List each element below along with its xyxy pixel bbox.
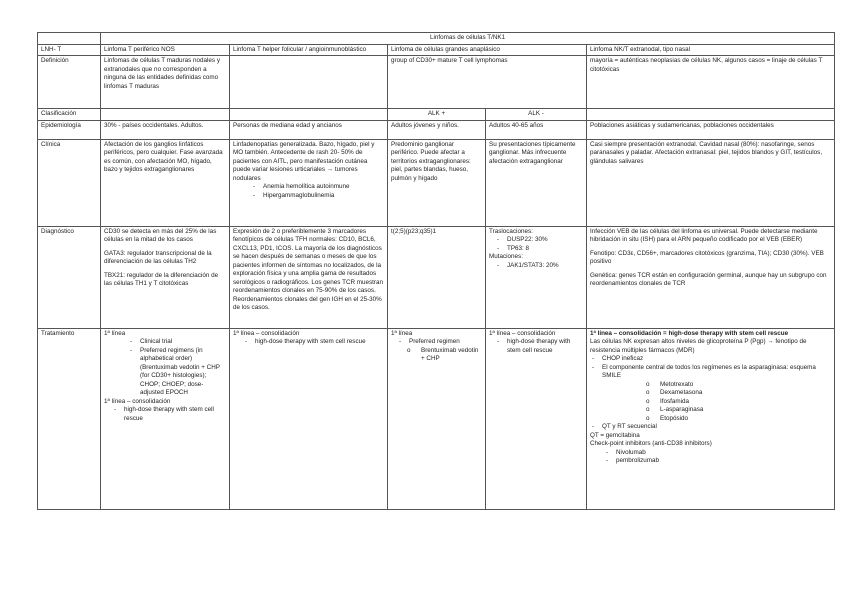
cell: 30% - países occidentales. Adultos. [101,120,230,139]
list-item: - DUSP22: 30% [507,236,583,245]
column-header-row [38,44,835,56]
row-label: Clasificación [38,109,101,121]
list-item: - Hipergammaglobulinemia [263,192,384,201]
row-clasificacion [38,109,835,121]
cell [101,226,230,328]
list-item: o Dexametasona [660,389,831,398]
cell: Predominio ganglionar periférico. Puede afectar a territorios extraganglionares: piel, partes blandas, hueso, pulmón y hígado [388,139,486,226]
cell-alk-neg: ALK - [486,109,587,121]
group-header-row [38,33,835,45]
cell: Adultos jóvenes y niños. [388,120,486,139]
row-diagnostico [38,226,835,328]
lymphoma-table [37,32,835,510]
list-item: - JAK1/STAT3: 20% [507,262,583,271]
list-item: - Clinical trial [140,338,226,347]
cell: t(2;5)(p23;q35)1 [388,226,486,328]
cell: Expresión de 2 o preferiblemente 3 marcadores fenotípicos de células TFH normales: CD10, BCL6, CXCL13, PD1, ICOS. La mayoría de los diagnósticos se hacen después de semanas o meses de que los pacientes informen de síntomas no localizados, de la exploración física y una amplia gama de resultados serológicos o radiográficos. Los genes TCR muestran reordenamientos clonales en 75-90% de los casos. Reordenamientos clonales del gen IGH en el 25-30% de los casos. [230,226,388,328]
row-label: Definición [38,56,101,109]
list-item: - Nivolumab [616,449,831,458]
cell-text: Fenotipo: CD3ε, CD56+, marcadores citotóxicos (granzima, TIA); CD30 (30%). VEB positivo [590,249,824,265]
cell-text: TBX21: regulador de la diferenciación de las células TH1 y T citotóxicas [104,271,219,287]
col-header-alcl: Linfoma de células grandes anaplásico [388,44,587,56]
cell [486,226,587,328]
cell [486,328,587,509]
row-header-corner: LNH- T [38,44,101,56]
cell-text: 1ª línea [391,329,413,337]
cell: Personas de mediana edad y ancianos [230,120,388,139]
cell-text: Linfadenopatías generalizada. Bazo, hígado, piel y MO también. Antecedente de rash 20- 50% de pacientes con AITL, pero manifestación cutánea puede variar lesiones urticariales → tumores nodulares [233,140,375,182]
list-item: - Anemia hemolítica autoinmune [263,183,384,192]
cell-text: Infección VEB de las células del linfoma es universal. Puede detectarse mediante hibridación in situ (ISH) para el ARN pequeño codificado por el VEB (EBER) [590,227,818,243]
col-header-nk-t: Linfoma NK/T extranodal, tipo nasal [587,44,835,56]
cell-text: 1ª línea [104,329,126,337]
cell [230,139,388,226]
list-item: - high-dose therapy with stem cell rescue [255,338,384,347]
col-header-ptcl-nos: Linfoma T periférico NOS [101,44,230,56]
cell [101,109,230,121]
cell-text: 1ª línea – consolidación = high-dose therapy with stem cell rescue [590,329,789,337]
row-label: Tratamiento [38,328,101,509]
col-header-tfh: Linfoma T helper folicular / angioinmunoblástico [230,44,388,56]
list-item: - CHOP ineficaz [602,355,831,364]
cell-text: 1ª línea – consolidación [104,397,171,405]
list-item: - high-dose therapy with stem cell rescue [507,338,583,355]
cell-text: GATA3: regulador transcripcional de la diferenciación de las células TH2 [104,249,212,265]
cell [587,109,835,121]
row-definicion [38,56,835,109]
list-item: - pembrolizumab [616,457,831,466]
cell [101,328,230,509]
cell: Linfomas de células T maduras nodales y extranodales que no corresponden a ninguna de las entidades definidas como linfomas T maduras [101,56,230,109]
cell-text: 1ª línea – consolidación [233,329,300,337]
group-title: Linfomas de células T/NK1 [101,33,835,45]
cell [230,109,388,121]
cell-alk-pos: ALK + [388,109,486,121]
row-clinica [38,139,835,226]
cell [230,328,388,509]
list-item: - TP63: 8 [507,245,583,254]
list-item: o Metotrexato [660,381,831,390]
corner-cell [38,33,101,45]
list-item: - high-dose therapy with stem cell rescue [124,406,226,423]
cell-text: Mutaciones: [489,253,523,260]
cell: Adultos 40-65 años [486,120,587,139]
list-item: o L-asparaginasa [660,406,831,415]
row-label: Clínica [38,139,101,226]
cell [388,328,486,509]
cell-text: Traslocaciones: [489,227,533,235]
row-epidemiologia [38,120,835,139]
list-item: o Ifosfamida [660,398,831,407]
list-item: o Brentuximab vedotin + CHP [421,347,482,364]
list-item: o Etopósido [660,415,831,424]
cell-text: QT = gemcitabina [590,431,640,439]
list-item: - QT y RT secuencial [602,423,831,432]
cell [587,328,835,509]
cell-text: CD30 se detecta en más del 25% de las células en la mitad de los casos [104,227,217,243]
cell [230,56,388,109]
row-label: Epidemiología [38,120,101,139]
list-item: - Preferred regimens (in alphabetical order) (Brentuximab vedotin + CHP (for CD30+ histologies); CHOP; CHOEP; dose-adjusted EPOCH [140,347,226,398]
cell: mayoría = auténticas neoplasias de células NK, algunos casos = linaje de células T citotóxicas [587,56,835,109]
cell-text: Genética: genes TCR están en configuración germinal, aunque hay un subgrupo con reordenamientos clonales de TCR [590,271,827,287]
cell: Poblaciones asiáticas y sudamericanas, poblaciones occidentales [587,120,835,139]
cell: Casi siempre presentación extranodal. Cavidad nasal (80%): nasofaringe, senos paranasales y paladar. Afectación extranasal: piel, tejidos blandos y GIT, testículos, glándulas salivares [587,139,835,226]
cell-text: Check-point inhibitors (anti-CD38 inhibitors) [590,440,712,447]
cell-text: Las células NK expresan altos niveles de glicoproteína P (Pgp) → fenotipo de resistencia múltiples fármacos (MDR) [590,338,807,354]
list-item: - Preferred regimen [409,338,482,347]
cell: group of CD30+ mature T cell lymphomas [388,56,587,109]
row-tratamiento [38,328,835,509]
cell [587,226,835,328]
row-label: Diagnóstico [38,226,101,328]
cell: Afectación de los ganglios linfáticos periféricos, pero cualquier. Fase avanzada es común, con afectación MO, hígado, bazo y tejidos extraganglionares [101,139,230,226]
list-item: - El componente central de todos los regímenes es la asparaginasa: esquema SMILE [602,364,831,381]
cell: Su presentaciones típicamente ganglionar. Más infrecuente afectación extraganglionar [486,139,587,226]
cell-text: 1ª línea – consolidación [489,329,556,337]
